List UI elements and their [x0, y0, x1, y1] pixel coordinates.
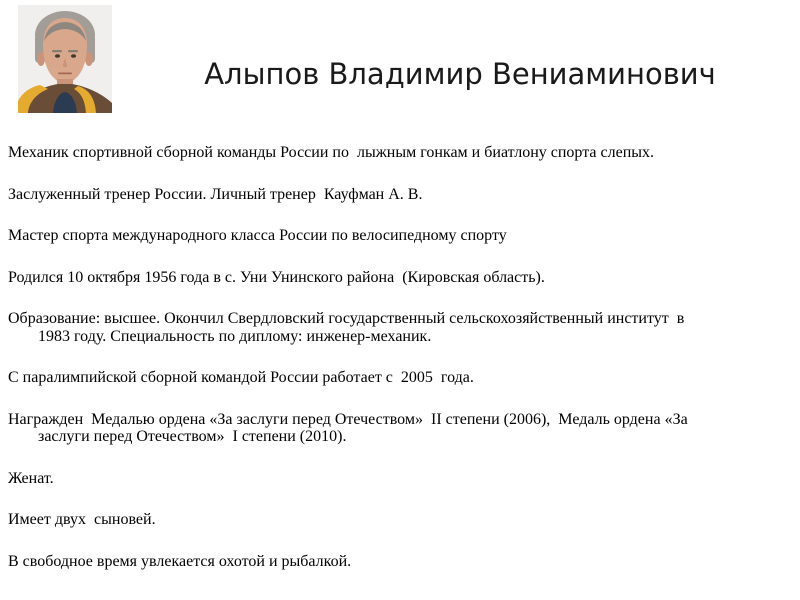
bio-line: В свободное время увлекается охотой и рыбалкой.	[8, 552, 352, 570]
bio-paragraph	[8, 470, 794, 488]
bio-text	[8, 144, 794, 594]
bio-paragraph	[8, 511, 794, 529]
photo-eye-right	[71, 54, 76, 58]
photo-mouth	[58, 73, 72, 75]
bio-line: Женат.	[8, 469, 54, 487]
bio-paragraph	[8, 553, 794, 571]
bio-line: Награжден Медалью ордена «За заслуги перед Отечеством» II степени (2006), Медаль ордена «За	[8, 410, 688, 428]
bio-line: Родился 10 октября 1956 года в с. Уни Унинского района (Кировская область).	[8, 268, 545, 286]
bio-paragraph	[8, 227, 794, 245]
bio-paragraph	[8, 186, 794, 204]
page-title: Алыпов Владимир Вениаминович	[204, 57, 716, 92]
bio-paragraph	[8, 310, 794, 345]
photo-eye-left	[55, 54, 60, 58]
bio-line: Заслуженный тренер России. Личный тренер Кауфман А. В.	[8, 185, 423, 203]
bio-line: Мастер спорта международного класса России по велосипедному спорту	[8, 227, 507, 244]
bio-line: заслуги перед Отечеством» I степени (2010).	[38, 428, 347, 445]
bio-line: 1983 году. Специальность по диплому: инженер-механик.	[38, 327, 432, 345]
portrait-photo	[18, 5, 112, 113]
photo-eyebrow-right	[68, 50, 78, 52]
portrait-photo-illustration	[18, 5, 112, 113]
bio-paragraph	[8, 144, 794, 162]
bio-paragraph	[8, 369, 794, 387]
bio-line: Образование: высшее. Окончил Свердловский государственный сельскохозяйственный институт в	[8, 310, 685, 327]
bio-paragraph	[8, 269, 794, 287]
bio-paragraph	[8, 411, 794, 446]
bio-line: Механик спортивной сборной команды России по лыжным гонкам и биатлону спорта слепых.	[8, 144, 655, 161]
photo-eyebrow-left	[52, 50, 62, 52]
bio-line: Имеет двух сыновей.	[8, 511, 156, 528]
bio-line: С паралимпийской сборной командой России работает с 2005 года.	[8, 369, 474, 386]
